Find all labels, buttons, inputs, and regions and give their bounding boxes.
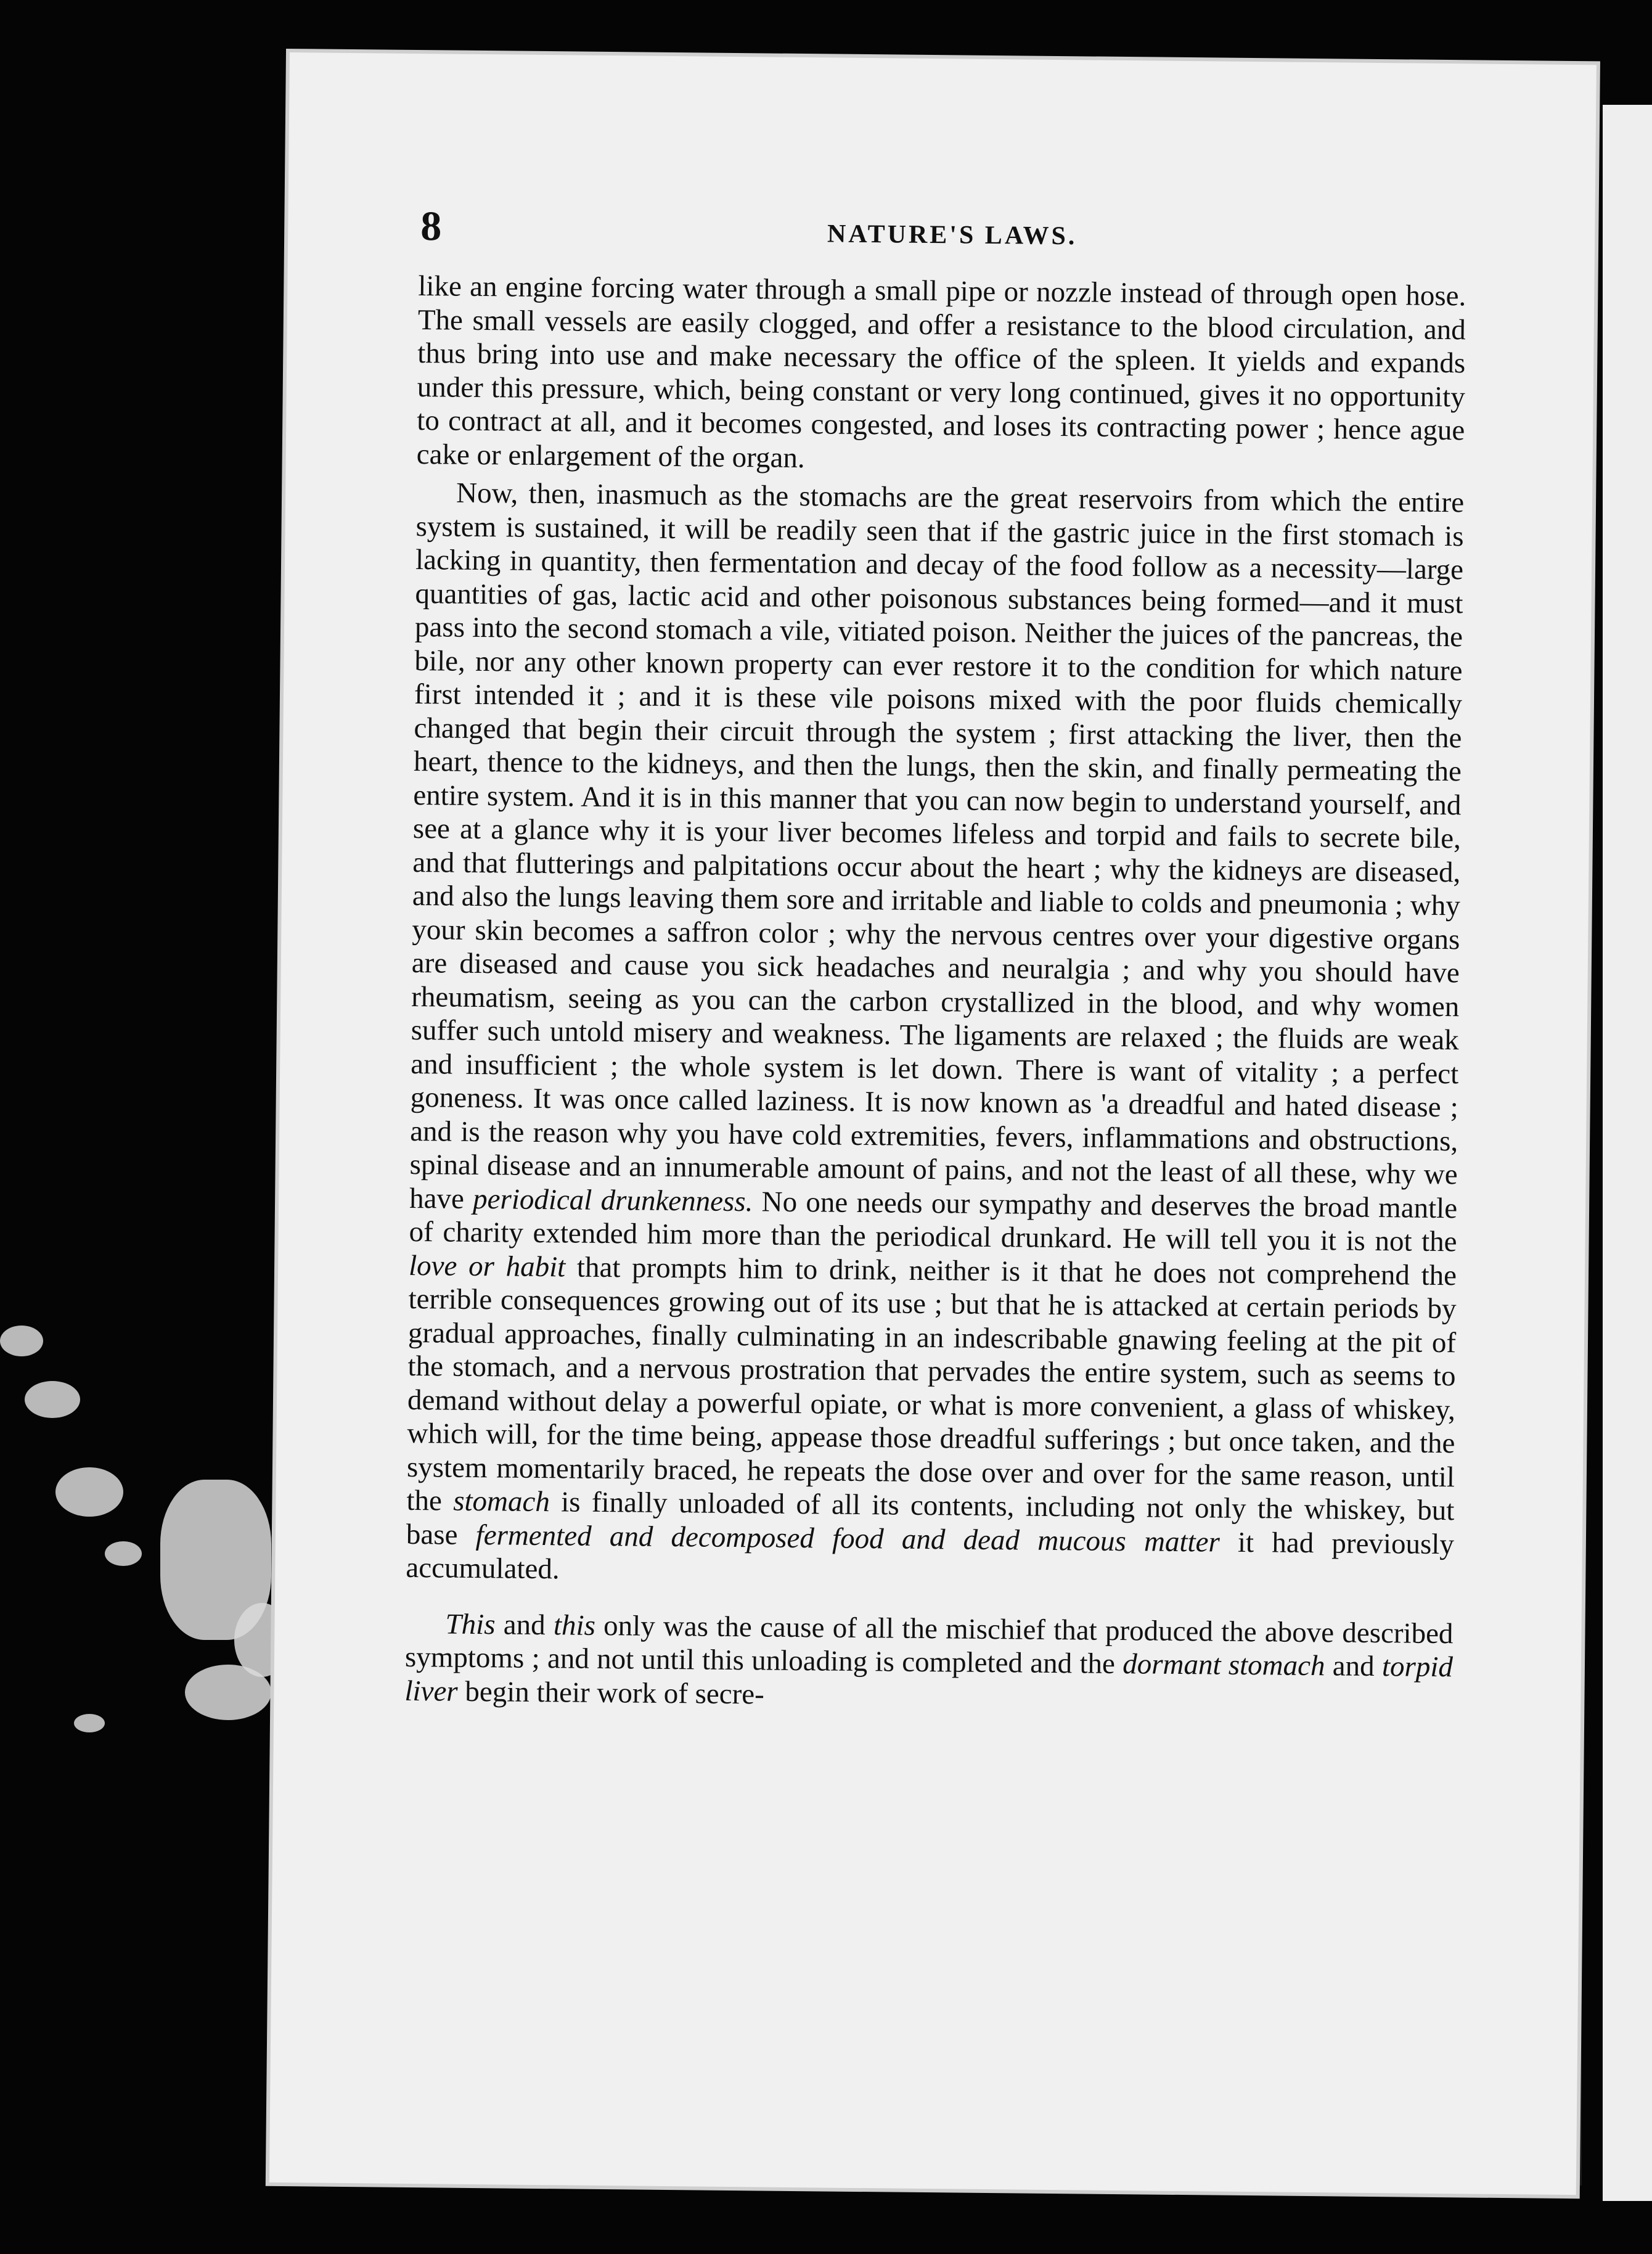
- adjacent-page: [1603, 105, 1652, 2201]
- text-run: is finally unloaded of all its contents, including not only the whiskey, but base: [406, 1486, 1455, 1551]
- running-title: NATURE'S LAWS.: [827, 219, 1077, 251]
- italic-run: this: [553, 1609, 596, 1642]
- scan-speck: [74, 1714, 105, 1732]
- body-text: [404, 269, 1466, 1718]
- scan-speck: [25, 1381, 80, 1418]
- text-run: it had previously accumulated.: [406, 1526, 1455, 1586]
- book-page: [269, 52, 1597, 2195]
- scan-speck: [105, 1541, 142, 1566]
- paragraph: [406, 476, 1464, 1595]
- scan-speck: [0, 1326, 43, 1356]
- paragraph-text: like an engine forcing water through a small pipe or nozzle instead of through open hose. The small vessels are easily clogged, and offer a resistance to the blood circulation, and thus bring into use and make necessary the office of the spleen. It yields and expands under this pressure, which, being constant or very long continued, gives it no opportunity to contract at all, and it becomes congested, and loses its contracting power ; hence ague cake or enlargement of the organ.: [416, 270, 1466, 474]
- italic-run: This: [445, 1608, 496, 1641]
- text-run: Now, then, inasmuch as the stomachs are the great reservoirs from which the entire system is sustained, it will be readily seen that if the gastric juice in the first stomach is lacking in quantity, then fermentation and decay of the food follow as a necessity—large quantities of gas, lactic acid and other poisonous substances being formed—and it must pass into the second stomach a vile, vitiated poison. Neither the juices of the pancreas, the bile, nor any other known property can ever restore it to the condition for which nature first intended it ; and it is these vile poisons mixed with the poor fluids chemically changed that begin their circuit through the system ; first attacking the liver, then the heart, thence to the kidneys, and then the lungs, then the skin, and finally permeating the entire system. And it is in this manner that you can now begin to understand yourself, and see at a glance why it is your liver becomes lifeless and torpid and fails to secrete bile, and that flutterings and palpitations occur about the heart ; why the kidneys are diseased, and also the lungs leaving them sore and irritable and liable to colds and pneumonia ; why your skin becomes a saffron color ; why the nervous centres over your digestive organs are diseased and cause you sick headaches and neuralgia ; and why you should have rheumatism, seeing as you can the carbon crystallized in the blood, and why women suffer such untold misery and weakness. The ligaments are relaxed ; the fluids are weak and insufficient ; the whole system is let down. There is want of vitality ; a perfect goneness. It was once called laziness. It is now known as 'a dreadful and hated disease ; and is the reason why you have cold extremities, fevers, inflammations and obstructions, spinal disease and an innumerable amount of pains, and not the least of all these, why we have: [409, 477, 1465, 1215]
- page-number: 8: [420, 202, 442, 250]
- page-header: [420, 202, 1484, 268]
- text-run: and: [1325, 1650, 1383, 1683]
- paragraph: [404, 1607, 1453, 1718]
- text-run: begin their work of secre-: [457, 1675, 765, 1711]
- italic-run: dormant stomach: [1122, 1648, 1325, 1682]
- italic-run: stomach: [452, 1485, 550, 1518]
- italic-run: love or habit: [408, 1249, 566, 1283]
- paragraph: [416, 269, 1466, 481]
- text-run: that prompts him to drink, neither is it that he does not comprehend the terrible consequences growing out of its use ; but that he is attacked at certain periods by gradual approaches, finally culminating in an indescribable gnawing feeling at the pit of the stomach, and a nervous prostration that pervades the entire system, such as seems to demand without delay a powerful opiate, or what is more convenient, a glass of whiskey, which will, for the time being, appease those dreadful sufferings ; but once taken, and the system momentarily braced, he repeats the dose over and over for the same reason, until the: [406, 1250, 1457, 1517]
- text-run: and: [495, 1608, 554, 1641]
- italic-run: torpid liver: [404, 1650, 1454, 1708]
- scan-speck: [55, 1467, 123, 1517]
- italic-run: fermented and decomposed food and dead mucous matter: [475, 1518, 1221, 1559]
- text-run: No one needs our sympathy and deserves the broad mantle of charity extended him more than the periodical drunkard. He will tell you it is not the: [409, 1185, 1458, 1258]
- italic-run: periodical drunkenness.: [472, 1182, 753, 1218]
- text-run: only was the cause of all the mischief that produced the above described symptoms ; and not until this unloading is completed and the: [404, 1609, 1454, 1681]
